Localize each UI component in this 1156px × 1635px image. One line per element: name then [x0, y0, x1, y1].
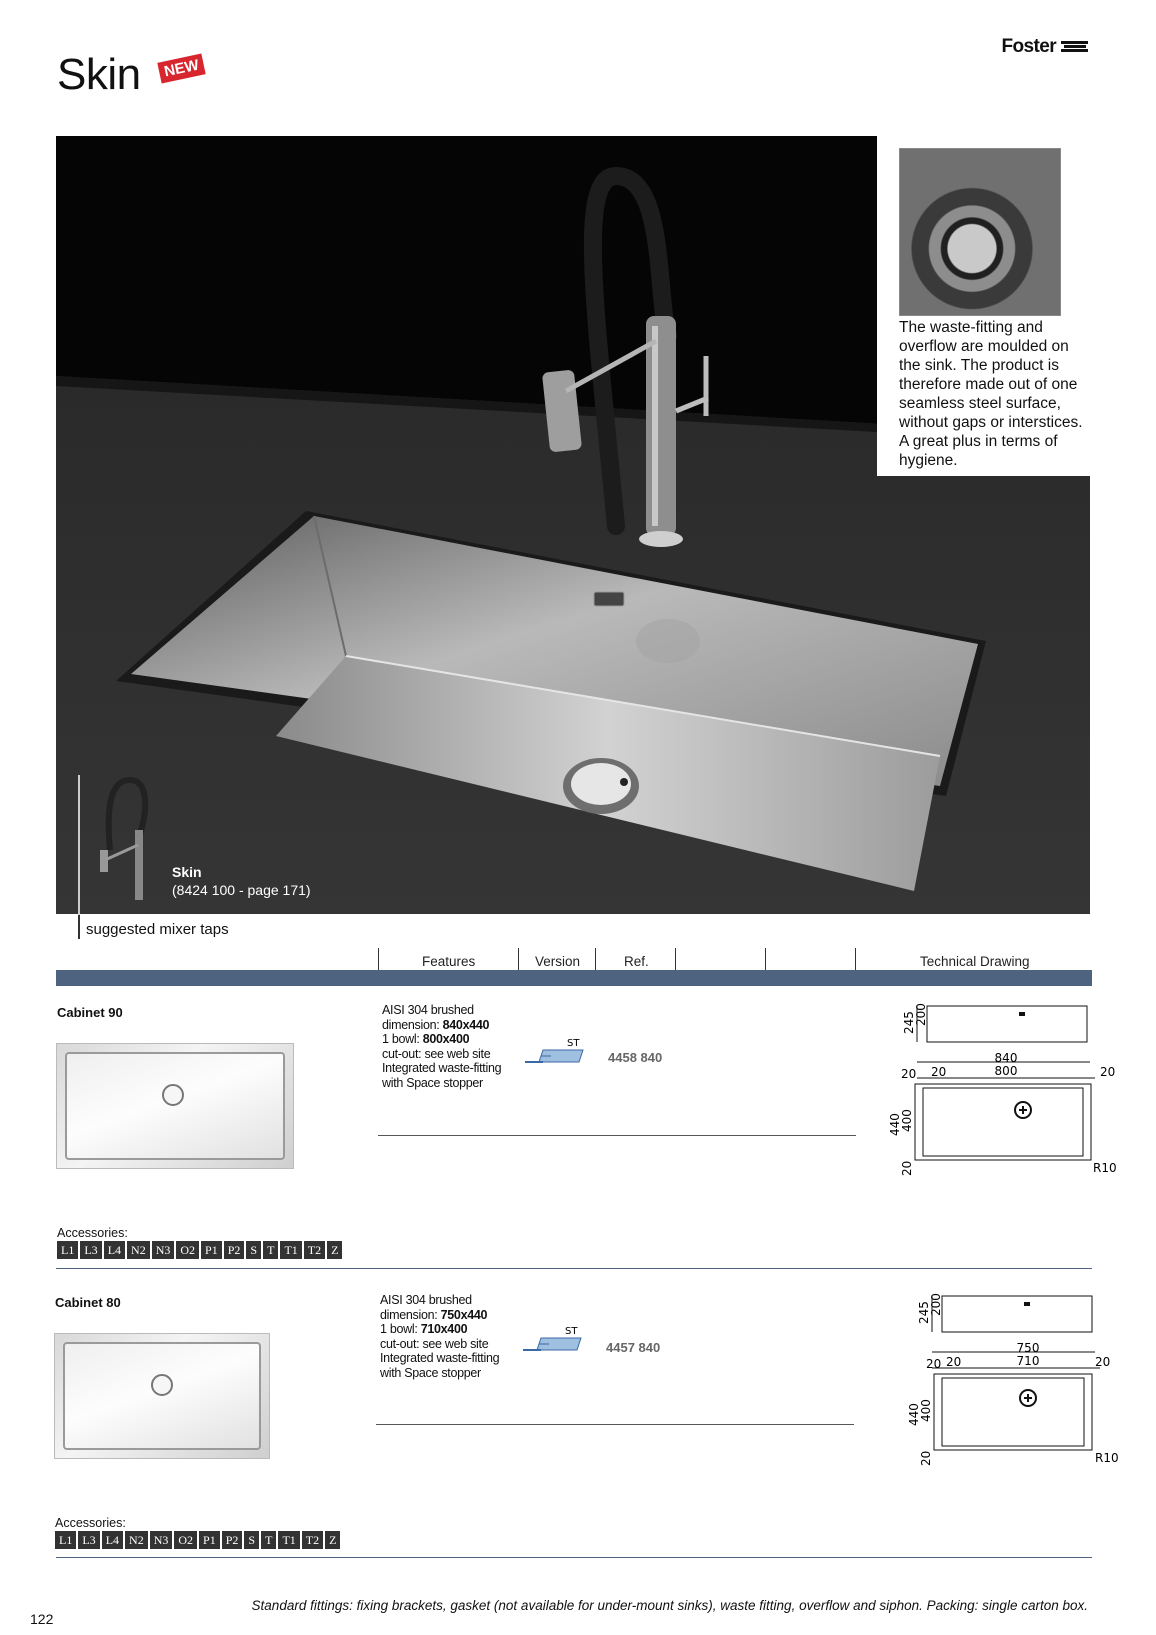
accessory-code: N2 [125, 1531, 148, 1549]
brand-logo [1002, 36, 1088, 58]
svg-text:245: 245 [902, 1011, 916, 1034]
accessory-code: P1 [199, 1531, 220, 1549]
accessory-code: L4 [102, 1531, 123, 1549]
svg-text:400: 400 [919, 1399, 933, 1422]
mixer-tap-thumbnail [80, 775, 162, 901]
accessory-code: S [246, 1241, 261, 1259]
accessories-label: Accessories: [57, 1226, 128, 1240]
svg-text:400: 400 [900, 1109, 914, 1132]
brand-name: Foster [1001, 36, 1056, 57]
svg-text:840: 840 [994, 1051, 1018, 1065]
header-version: Version [535, 954, 581, 969]
version-st-icon [523, 1036, 585, 1066]
svg-text:20: 20 [919, 1450, 933, 1466]
product-photo [54, 1333, 270, 1459]
tap-reference: (8424 100 - page 171) [172, 882, 311, 898]
features-list: AISI 304 brushed dimension: 750x440 1 bowl: 710x400 cut-out: see web site Integrated waste-fitting with Space stopper [380, 1293, 500, 1380]
svg-text:20: 20 [926, 1357, 942, 1371]
accessory-code: T1 [280, 1241, 301, 1259]
accessory-code: L1 [55, 1531, 76, 1549]
row-divider [378, 1135, 856, 1136]
brand-mark-icon [1061, 41, 1088, 53]
standard-fittings-note: Standard fittings: fixing brackets, gasket (not available for under-mount sinks), waste fitting, overflow and siphon. Packing: single carton box. [251, 1598, 1088, 1613]
accessories-list [55, 1531, 340, 1549]
accessory-code: T1 [278, 1531, 299, 1549]
svg-text:R10: R10 [1095, 1451, 1119, 1465]
header-technical-drawing: Technical Drawing [920, 954, 1030, 969]
divider-line [78, 915, 80, 939]
svg-text:800: 800 [994, 1064, 1018, 1078]
table-header [56, 948, 1092, 970]
accessories-list [57, 1241, 342, 1259]
version-label: ST [565, 1326, 578, 1337]
svg-text:440: 440 [888, 1113, 902, 1136]
svg-text:710: 710 [1016, 1354, 1040, 1368]
header-features: Features [422, 954, 476, 969]
version-st-icon [521, 1324, 583, 1354]
accessory-code: P2 [222, 1531, 243, 1549]
accessory-code: S [244, 1531, 259, 1549]
accessory-code: L3 [78, 1531, 99, 1549]
table-header-bar [56, 970, 1092, 986]
accessory-code: O2 [176, 1241, 199, 1259]
svg-text:20: 20 [901, 1067, 917, 1081]
tap-name: Skin [172, 864, 202, 880]
accessories-label: Accessories: [55, 1516, 126, 1530]
accessory-code: L1 [57, 1241, 78, 1259]
section-divider [56, 1557, 1092, 1558]
accessory-code: T2 [302, 1531, 323, 1549]
svg-text:20: 20 [1095, 1355, 1111, 1369]
callout-panel [877, 136, 1090, 476]
accessory-code: N2 [127, 1241, 150, 1259]
svg-text:20: 20 [946, 1355, 962, 1369]
svg-text:200: 200 [929, 1293, 943, 1316]
product-label: Cabinet 90 [57, 1005, 123, 1020]
accessory-code: T [261, 1531, 276, 1549]
accessory-code: P2 [224, 1241, 245, 1259]
product-label: Cabinet 80 [55, 1295, 121, 1310]
accessory-code: N3 [150, 1531, 173, 1549]
product-photo [56, 1043, 294, 1169]
svg-text:750: 750 [1016, 1341, 1040, 1355]
new-badge: NEW [157, 54, 205, 84]
accessory-code: L4 [104, 1241, 125, 1259]
version-label: ST [567, 1038, 580, 1049]
accessory-code: Z [325, 1531, 340, 1549]
accessory-code: O2 [174, 1531, 197, 1549]
accessory-code: Z [327, 1241, 342, 1259]
svg-text:245: 245 [917, 1301, 931, 1324]
features-list: AISI 304 brushed dimension: 840x440 1 bowl: 800x400 cut-out: see web site Integrated waste-fitting with Space stopper [382, 1003, 502, 1090]
accessory-code: L3 [80, 1241, 101, 1259]
svg-text:440: 440 [907, 1403, 921, 1426]
suggested-taps-caption: suggested mixer taps [86, 921, 229, 938]
accessory-code: T [263, 1241, 278, 1259]
accessory-code: N3 [152, 1241, 175, 1259]
svg-text:R10: R10 [1093, 1161, 1117, 1175]
row-divider [376, 1424, 854, 1425]
technical-drawing [907, 1290, 1140, 1470]
svg-text:20: 20 [931, 1065, 947, 1079]
svg-text:200: 200 [914, 1003, 928, 1026]
accessory-code: P1 [201, 1241, 222, 1259]
header-ref: Ref. [624, 954, 649, 969]
page-number: 122 [30, 1611, 54, 1627]
svg-text:20: 20 [900, 1160, 914, 1176]
product-ref: 4458 840 [608, 1050, 663, 1065]
section-divider [56, 1268, 1092, 1269]
accessory-code: T2 [304, 1241, 325, 1259]
technical-drawing [888, 1000, 1125, 1180]
waste-fitting-closeup-image [899, 148, 1061, 316]
svg-text:20: 20 [1100, 1065, 1116, 1079]
product-ref: 4457 840 [606, 1340, 661, 1355]
callout-text: The waste-fitting and overflow are moulded on the sink. The product is therefore made out of one seamless steel surface, without gaps or interstices. A great plus in terms of hygiene. [899, 319, 1083, 469]
page-title: Skin [57, 50, 141, 99]
